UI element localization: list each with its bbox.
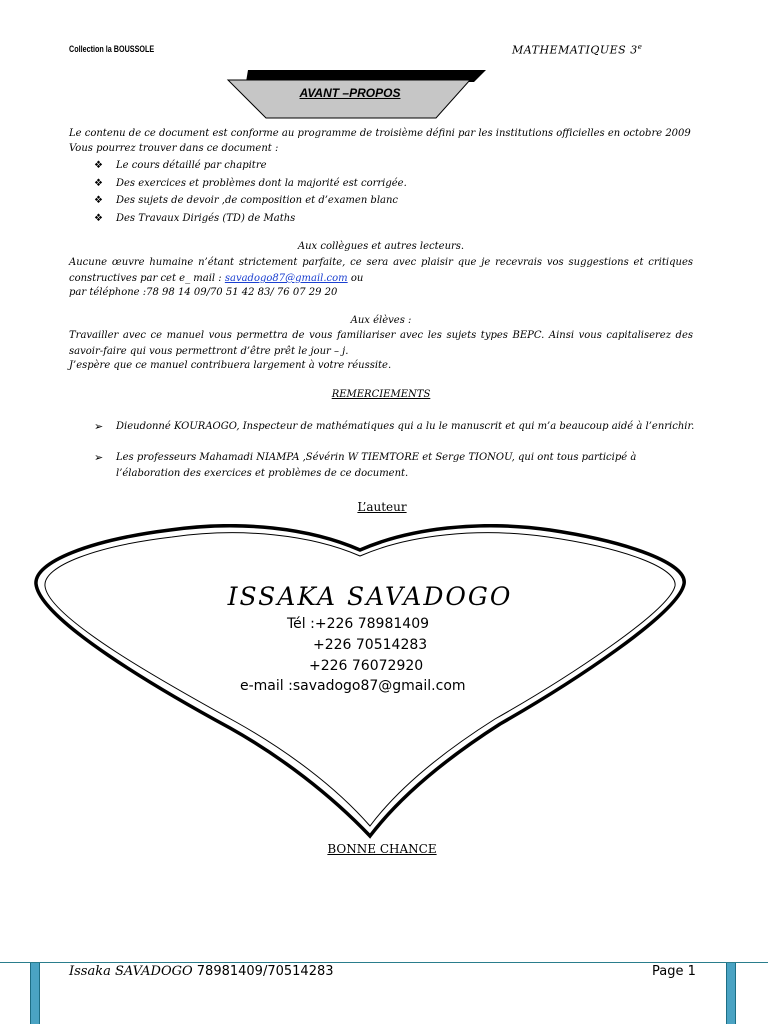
diamond-bullet-icon: ❖ [94,160,103,171]
thanks-item: ➢ Les professeurs Mahamadi NIAMPA ,Sévérin W TIEMTORE et Serge TIONOU, qui ont tous participé à l’élaboration des exercices et problèmes de ce document. [94,450,654,482]
thanks-heading: REMERCIEMENTS [331,389,431,400]
colleagues-text: Aucune œuvre humaine n’étant strictement parfaite, ce sera avec plaisir que je recevrais vos suggestions et critiques constructives par cet e_ mail : savadogo87@gmail.com ou [69,257,693,284]
diamond-bullet-icon: ❖ [94,177,103,189]
diamond-bullet-icon: ❖ [94,212,103,224]
diamond-bullet-icon: ❖ [94,195,103,206]
footer-divider [0,962,768,963]
phone-2: +226 70514283 [313,637,428,653]
header-collection: Collection la BOUSSOLE [69,44,155,54]
colleagues-phone: par téléphone :78 98 14 09/70 51 42 83/ 76 07 29 20 [69,287,338,298]
colleagues-heading: Aux collègues et autres lecteurs. [297,241,465,252]
intro-line-2: Vous pourrez trouver dans ce document : [69,143,279,154]
list-item: ❖ Le cours détaillé par chapitre [94,157,407,175]
arrow-bullet-icon: ➢ [94,451,104,464]
students-heading: Aux élèves : [350,315,412,326]
phone-3: +226 76072920 [309,658,424,674]
phone-1: Tél :+226 78981409 [287,616,430,632]
footer-author: Issaka SAVADOGO 78981409/70514283 [69,964,334,979]
students-text-2: J’espère que ce manuel contribuera largement à votre réussite. [69,360,392,371]
intro-line-1: Le contenu de ce document est conforme au programme de troisième défini par les institutions officielles en octobre 2009 [69,128,691,139]
arrow-bullet-icon: ➢ [94,420,104,433]
thanks-item: ➢ Dieudonné KOURAOGO, Inspecteur de mathématiques qui a lu le manuscrit et qui m’a beaucoup aidé à l’enrichir. [94,420,695,433]
closing-text: BONNE CHANCE [327,842,437,856]
list-item: ❖ Des sujets de devoir ,de composition et d’examen blanc [94,192,407,210]
page-number: Page 1 [652,964,696,979]
footer-bar-left [30,963,40,1024]
card-email: e-mail :savadogo87@gmail.com [240,678,466,694]
list-item: ❖ Des exercices et problèmes dont la majorité est corrigée. [94,175,407,193]
header-subject: MATHEMATIQUES 3e [512,43,643,57]
contents-list [94,157,407,227]
students-text: Travailler avec ce manuel vous permettra de vous familiariser avec les sujets types BEPC. Ainsi vous capitaliserez des savoir-faire qui vous permettront d’être prêt le jour – j. [69,330,693,357]
list-item: ❖ Des Travaux Dirigés (TD) de Maths [94,210,407,228]
author-label: L’auteur [357,500,407,514]
footer-bar-right [726,963,736,1024]
email-link[interactable]: savadogo87@gmail.com [224,273,348,284]
author-name: ISSAKA SAVADOGO [227,582,513,611]
page-title: AVANT –PROPOS [299,86,401,100]
